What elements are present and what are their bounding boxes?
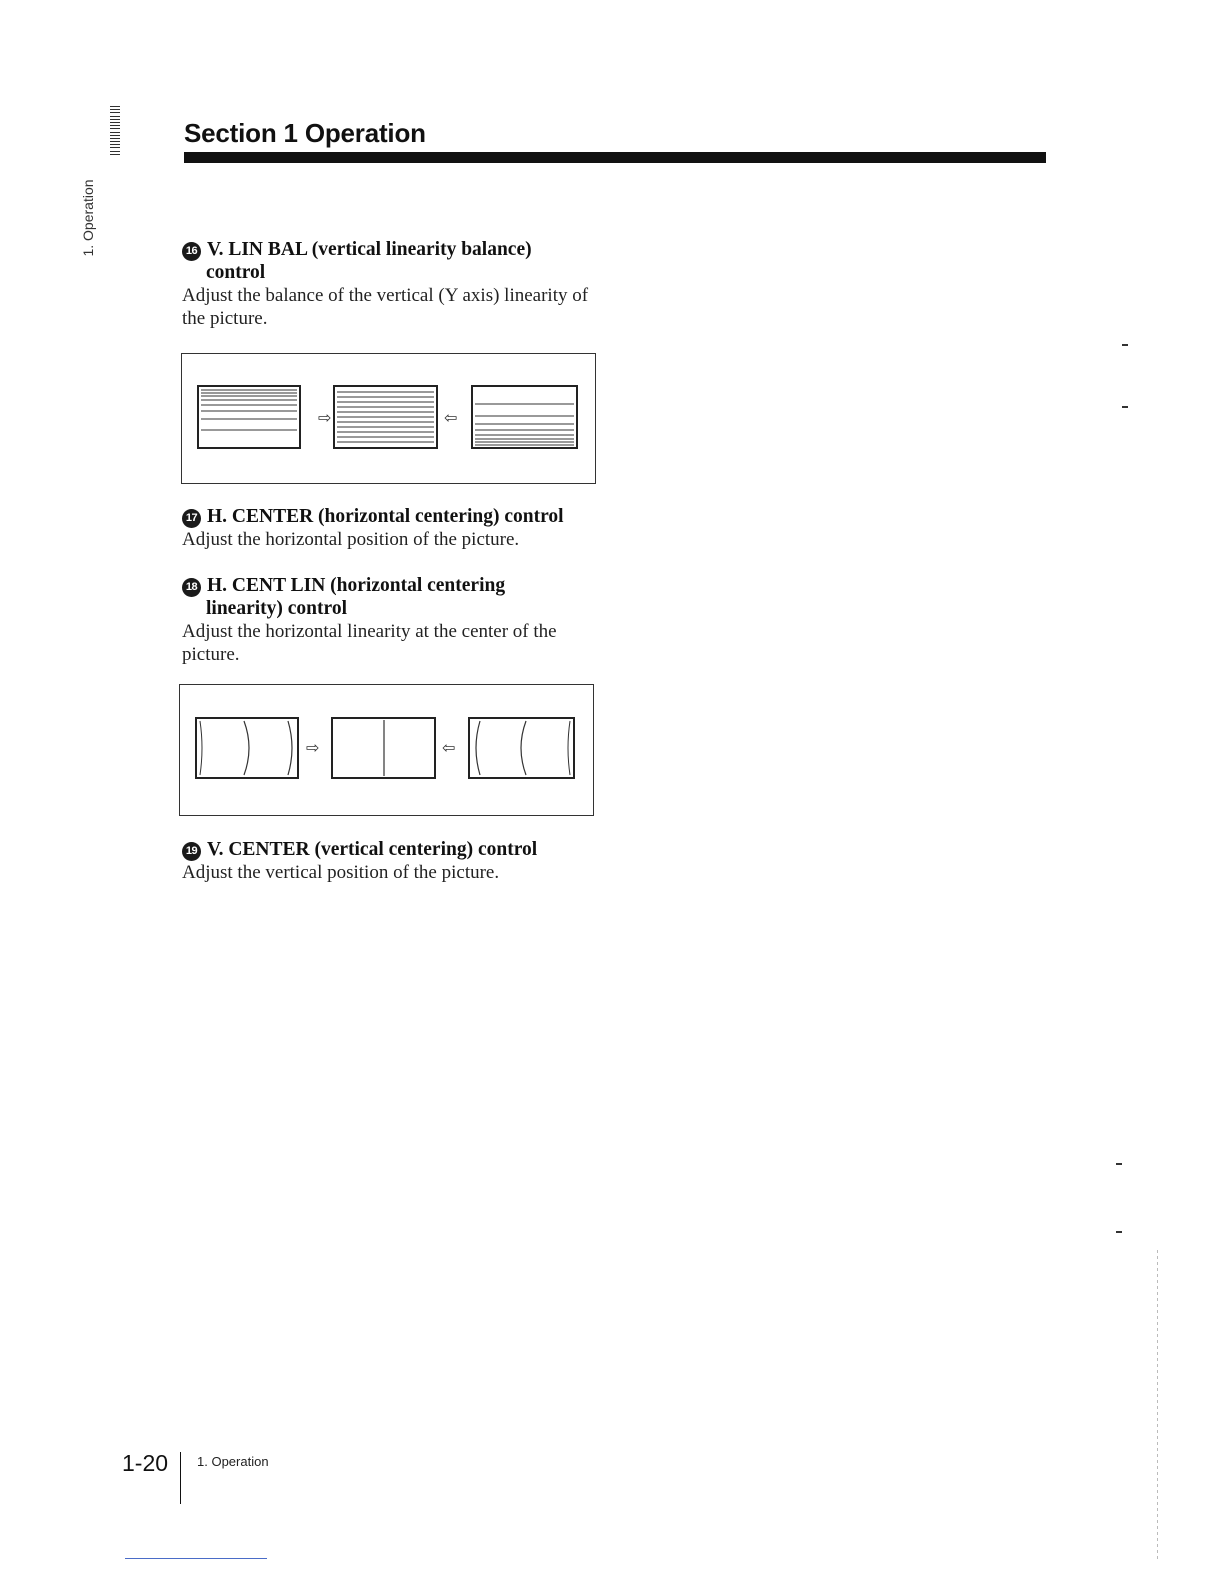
item-heading-line2: control bbox=[206, 262, 266, 283]
arrow-right-icon: ⇨ bbox=[306, 738, 320, 757]
item-heading-line2: linearity) control bbox=[206, 598, 347, 619]
item-heading-line1: H. CENT LIN (horizontal centering bbox=[207, 575, 506, 596]
item-heading bbox=[182, 574, 602, 620]
arrow-left-icon: ⇦ bbox=[442, 738, 456, 757]
screen-center-shifted-left bbox=[469, 718, 574, 778]
item-heading-line1: V. LIN BAL (vertical linearity balance) bbox=[207, 239, 532, 260]
screen-center-shifted-right bbox=[196, 718, 298, 778]
title-rule bbox=[184, 152, 1046, 163]
figure-vertical-linearity bbox=[181, 353, 596, 484]
arrow-right-icon: ⇨ bbox=[318, 408, 332, 427]
section-title: Section 1 Operation bbox=[184, 118, 426, 148]
item-v-lin-bal bbox=[182, 238, 602, 330]
item-h-center bbox=[182, 505, 602, 551]
footer-section-label: 1. Operation bbox=[197, 1454, 269, 1469]
item-h-cent-lin bbox=[182, 574, 602, 666]
item-number-badge: 19 bbox=[182, 842, 201, 861]
item-number-badge: 17 bbox=[182, 509, 201, 528]
screen-centered bbox=[332, 718, 435, 778]
page-number: 1-20 bbox=[122, 1450, 169, 1476]
scan-edge-line bbox=[1157, 1250, 1158, 1560]
side-tab-label: 1. Operation bbox=[80, 179, 96, 257]
screen-compressed-top bbox=[198, 386, 300, 448]
item-number-badge: 18 bbox=[182, 578, 201, 597]
bottom-rule bbox=[125, 1558, 267, 1559]
screen-correct-linearity bbox=[334, 386, 437, 448]
item-body: Adjust the balance of the vertical (Y axis) linearity of the picture. bbox=[182, 285, 589, 329]
margin-mark bbox=[1116, 1163, 1122, 1165]
item-heading-line1: H. CENTER (horizontal centering) control bbox=[207, 506, 564, 527]
item-heading bbox=[182, 838, 602, 861]
item-number-badge: 16 bbox=[182, 242, 201, 261]
margin-mark bbox=[1116, 1231, 1122, 1233]
item-v-center bbox=[182, 838, 602, 884]
screen-compressed-bottom bbox=[472, 386, 577, 448]
item-body: Adjust the horizontal linearity at the center of the picture. bbox=[182, 621, 557, 665]
thumb-index-bars bbox=[110, 106, 120, 160]
item-heading-line1: V. CENTER (vertical centering) control bbox=[207, 839, 538, 860]
item-heading bbox=[182, 505, 602, 528]
margin-mark bbox=[1122, 344, 1128, 346]
arrow-left-icon: ⇦ bbox=[444, 408, 458, 427]
item-body: Adjust the vertical position of the picture. bbox=[182, 862, 500, 883]
figure-horizontal-centering-linearity bbox=[179, 684, 594, 816]
margin-mark bbox=[1122, 406, 1128, 408]
item-body: Adjust the horizontal position of the picture. bbox=[182, 529, 520, 550]
footer-divider bbox=[180, 1452, 181, 1504]
side-tab bbox=[82, 100, 122, 260]
item-heading bbox=[182, 238, 602, 284]
